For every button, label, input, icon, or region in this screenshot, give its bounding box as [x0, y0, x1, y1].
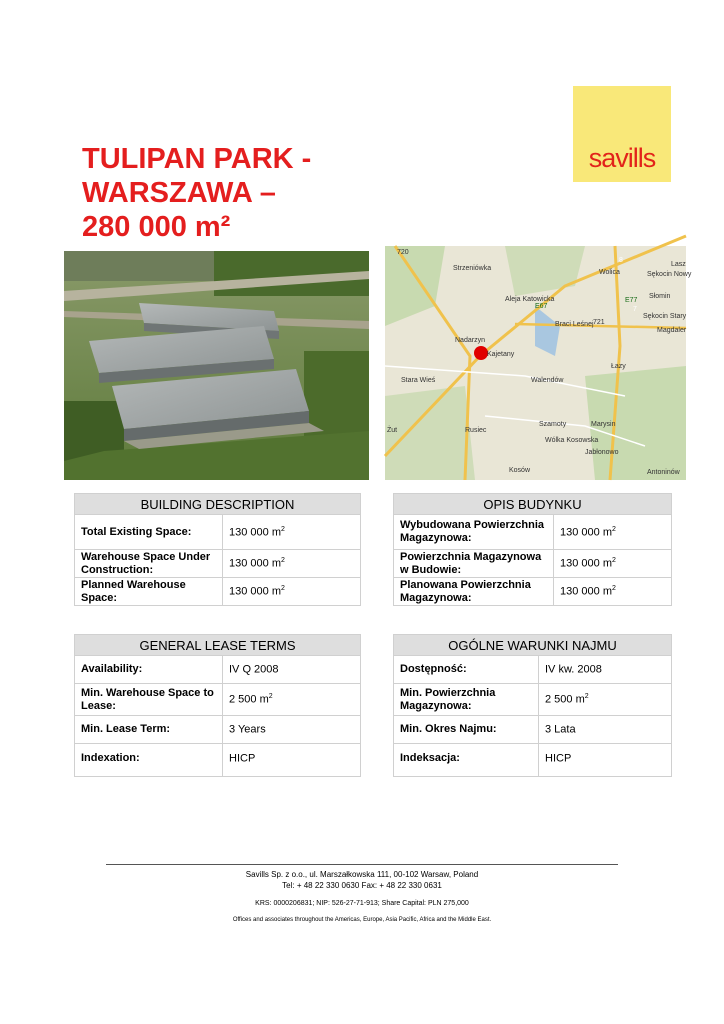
- row-label: Powierzchnia Magazynowa w Budowie:: [394, 550, 554, 578]
- map-label: E77: [625, 297, 638, 304]
- title-line-3: 280 000 m²: [82, 211, 231, 243]
- row-label: Min. Warehouse Space to Lease:: [75, 684, 223, 716]
- table-row: [75, 656, 361, 684]
- table-row: [75, 716, 361, 744]
- row-value: 130 000 $m^2$: [554, 515, 672, 550]
- map-label: 7: [633, 306, 637, 313]
- map-label: Braci Leśnej: [555, 321, 594, 328]
- row-value: IV kw. 2008: [539, 656, 672, 684]
- row-value: 130 000 $m^2$: [554, 578, 672, 606]
- row-label: Indeksacja:: [394, 744, 539, 777]
- map-label: Kajetany: [487, 351, 515, 358]
- table-header: GENERAL LEASE TERMS: [75, 635, 361, 656]
- map-label: Lasz: [671, 261, 686, 268]
- table-row: [75, 578, 361, 606]
- general-lease-terms-table: [74, 634, 361, 777]
- table-row: [394, 515, 672, 550]
- map-label: Jabłonowo: [585, 449, 619, 456]
- map-label: Magdaler: [657, 327, 687, 334]
- title-line-2: WARSZAWA –: [82, 177, 276, 209]
- footer-registration: KRS: 0000206831; NIP: 526-27-71-913; Share Capital: PLN 275,000: [255, 900, 469, 907]
- map-label: Strzeniówka: [453, 265, 492, 272]
- table-row: [75, 550, 361, 578]
- table-row: [394, 744, 672, 777]
- map-label: 8: [619, 257, 623, 264]
- footer-phone: Tel: + 48 22 330 0630 Fax: + 48 22 330 0631: [282, 881, 442, 890]
- map-label: Żut: [387, 427, 398, 434]
- location-map: [385, 246, 692, 480]
- map-label: Aleja Katowicka: [505, 296, 555, 303]
- table-row: [75, 684, 361, 716]
- row-value: HICP: [223, 744, 361, 777]
- map-label: Sękocin Stary: [643, 313, 687, 320]
- footer-address: Savills Sp. z o.o., ul. Marszałkowska 111, 00-102 Warsaw, Poland: [245, 870, 479, 879]
- savills-logo: [573, 86, 671, 182]
- table-row: [394, 716, 672, 744]
- opis-budynku-table: [393, 493, 672, 606]
- map-label: Słomin: [649, 293, 671, 300]
- footer: [106, 864, 618, 923]
- table-row: [394, 684, 672, 716]
- map-label: Walendów: [531, 377, 564, 384]
- footer-offices: Offices and associates throughout the Americas, Europe, Asia Pacific, Africa and the Middle East.: [232, 917, 492, 923]
- aerial-photo: [64, 251, 369, 480]
- row-label: Planned Warehouse Space:: [75, 578, 223, 606]
- row-value: 130 000 $m^2$: [554, 550, 672, 578]
- table-row: [394, 578, 672, 606]
- row-label: Min. Lease Term:: [75, 716, 223, 744]
- row-label: Warehouse Space Under Construction:: [75, 550, 223, 578]
- row-value: 3 Years: [223, 716, 361, 744]
- title-line-1: TULIPAN PARK -: [82, 143, 312, 175]
- row-value: 3 Lata: [539, 716, 672, 744]
- table-row: [75, 515, 361, 550]
- table-header: BUILDING DESCRIPTION: [75, 494, 361, 515]
- row-label: Availability:: [75, 656, 223, 684]
- table-row: [75, 744, 361, 777]
- row-label: Min. Okres Najmu:: [394, 716, 539, 744]
- map-label: Łazy: [611, 363, 626, 370]
- row-label: Indexation:: [75, 744, 223, 777]
- table-header: OGÓLNE WARUNKI NAJMU: [394, 635, 672, 656]
- table-header: OPIS BUDYNKU: [394, 494, 672, 515]
- map-label: 721: [593, 319, 605, 326]
- logo-text: savills: [588, 143, 656, 173]
- map-label: Kosów: [509, 467, 531, 474]
- row-value: IV Q 2008: [223, 656, 361, 684]
- ogolne-warunki-najmu-table: [393, 634, 672, 777]
- location-marker: [474, 346, 488, 360]
- map-label: Stara Wieś: [401, 377, 436, 384]
- row-value: 2 500 $m^2$: [223, 684, 361, 716]
- page-title: [82, 142, 311, 244]
- row-label: Wybudowana Powierzchnia Magazynowa:: [394, 515, 554, 550]
- row-label: Dostępność:: [394, 656, 539, 684]
- table-row: [394, 656, 672, 684]
- map-label: Sękocin Nowy: [647, 271, 692, 278]
- map-label: Nadarzyn: [455, 337, 485, 344]
- map-label: Wolica: [599, 269, 620, 276]
- row-value: 130 000 $m^2$: [223, 515, 361, 550]
- map-label: 720: [397, 249, 409, 256]
- row-label: Planowana Powierzchnia Magazynowa:: [394, 578, 554, 606]
- table-row: [394, 550, 672, 578]
- map-label: Marysin: [591, 421, 616, 428]
- row-label: Total Existing Space:: [75, 515, 223, 550]
- row-value: HICP: [539, 744, 672, 777]
- map-label: E67: [535, 303, 548, 310]
- row-value: 130 000 $m^2$: [223, 550, 361, 578]
- map-label: Szamoty: [539, 421, 567, 428]
- row-label: Min. Powierzchnia Magazynowa:: [394, 684, 539, 716]
- map-label: Antoninów: [647, 469, 680, 476]
- map-label: Rusiec: [465, 427, 487, 434]
- row-value: 2 500 $m^2$: [539, 684, 672, 716]
- map-label: Wólka Kosowska: [545, 437, 599, 444]
- building-description-table: [74, 493, 361, 606]
- row-value: 130 000 $m^2$: [223, 578, 361, 606]
